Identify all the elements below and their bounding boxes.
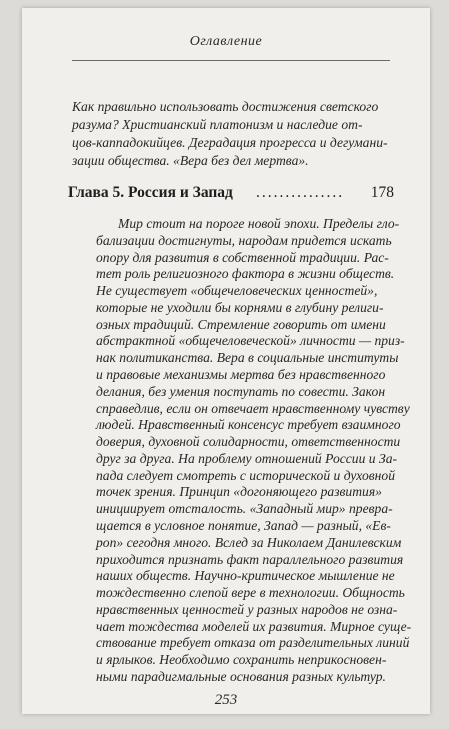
- text-line: наших обществ. Научно-критическое мышление не: [96, 568, 395, 583]
- text-line: друг за друга. На проблему отношений России и За-: [96, 451, 398, 466]
- text-line: и правовые механизмы мертва без нравственного: [96, 367, 386, 382]
- text-line: ствование требует отказа от разделительных линий: [96, 635, 410, 650]
- leader-dots: ...............: [256, 184, 345, 201]
- text-line: чает тождества моделей их развития. Мирное суще-: [96, 619, 412, 634]
- text-line: нравственных ценностей у разных народов не озна-: [96, 602, 398, 617]
- chapter-title: Глава 5. Россия и Запад: [68, 184, 233, 201]
- running-head: Оглавление: [189, 34, 263, 49]
- text-line: Мир стоит на пороге новой эпохи. Пределы гло-: [118, 216, 400, 231]
- text-line: приходится признать факт параллельного развития: [96, 552, 404, 567]
- header-rule: [72, 60, 390, 61]
- book-page: [22, 8, 430, 714]
- text-line: тождественно слепой вере в технологии. Общность: [96, 585, 405, 600]
- text-line: точек зрения. Принцип «догоняющего развития»: [96, 484, 382, 499]
- text-line: доверия, духовной солидарности, ответственности: [96, 434, 401, 449]
- text-line: озных традиций. Стремление говорить от имени: [96, 317, 386, 332]
- text-line: Как правильно использовать достижения светского: [72, 99, 379, 114]
- text-line: бализации достигнуты, народам придется искать: [96, 233, 392, 248]
- text-line: щается в условное понятие, Запад — разный, «Ев-: [96, 518, 391, 533]
- text-line: разума? Христианский платонизм и наследие от-: [72, 117, 363, 132]
- text-line: делания, без умения поступать по совести. Закон: [96, 384, 386, 399]
- text-line: роп» сегодня много. Вслед за Николаем Данилевским: [96, 535, 402, 550]
- text-line: опору для развития в собственной традиции. Рас-: [96, 250, 389, 265]
- text-line: Не существует «общечеловеческих ценностей»,: [96, 283, 378, 298]
- text-line: которые не уходили бы корнями в глубину религи-: [96, 300, 384, 315]
- text-line: абстрактной «общечеловеческой» личности — приз-: [96, 333, 405, 348]
- chapter-page-number: 178: [370, 184, 394, 201]
- text-line: нак политиканства. Вера в социальные институты: [96, 350, 399, 365]
- text-line: тет роль религиозного фактора в жизни обществ.: [96, 266, 395, 281]
- text-line: людей. Нравственный консенсус требует взаимного: [96, 417, 401, 432]
- text-line: пада следует смотреть с исторической и духовной: [96, 468, 395, 483]
- text-line: и ярлыков. Необходимо сохранить неприкосновен-: [96, 652, 387, 667]
- chapter-heading: [68, 184, 394, 206]
- text-line: зации общества. «Вера без дел мертва».: [72, 153, 309, 168]
- text-line: цов-каппадокийцев. Деградация прогресса и дегумани-: [72, 135, 388, 150]
- text-line: справедлив, если он отвечает нравственному чувству: [96, 401, 410, 416]
- text-line: инициирует отсталость. «Западный мир» превра-: [96, 501, 393, 516]
- text-line: ными парадигмальные основания разных культур.: [96, 669, 386, 684]
- page-number: 253: [214, 692, 238, 708]
